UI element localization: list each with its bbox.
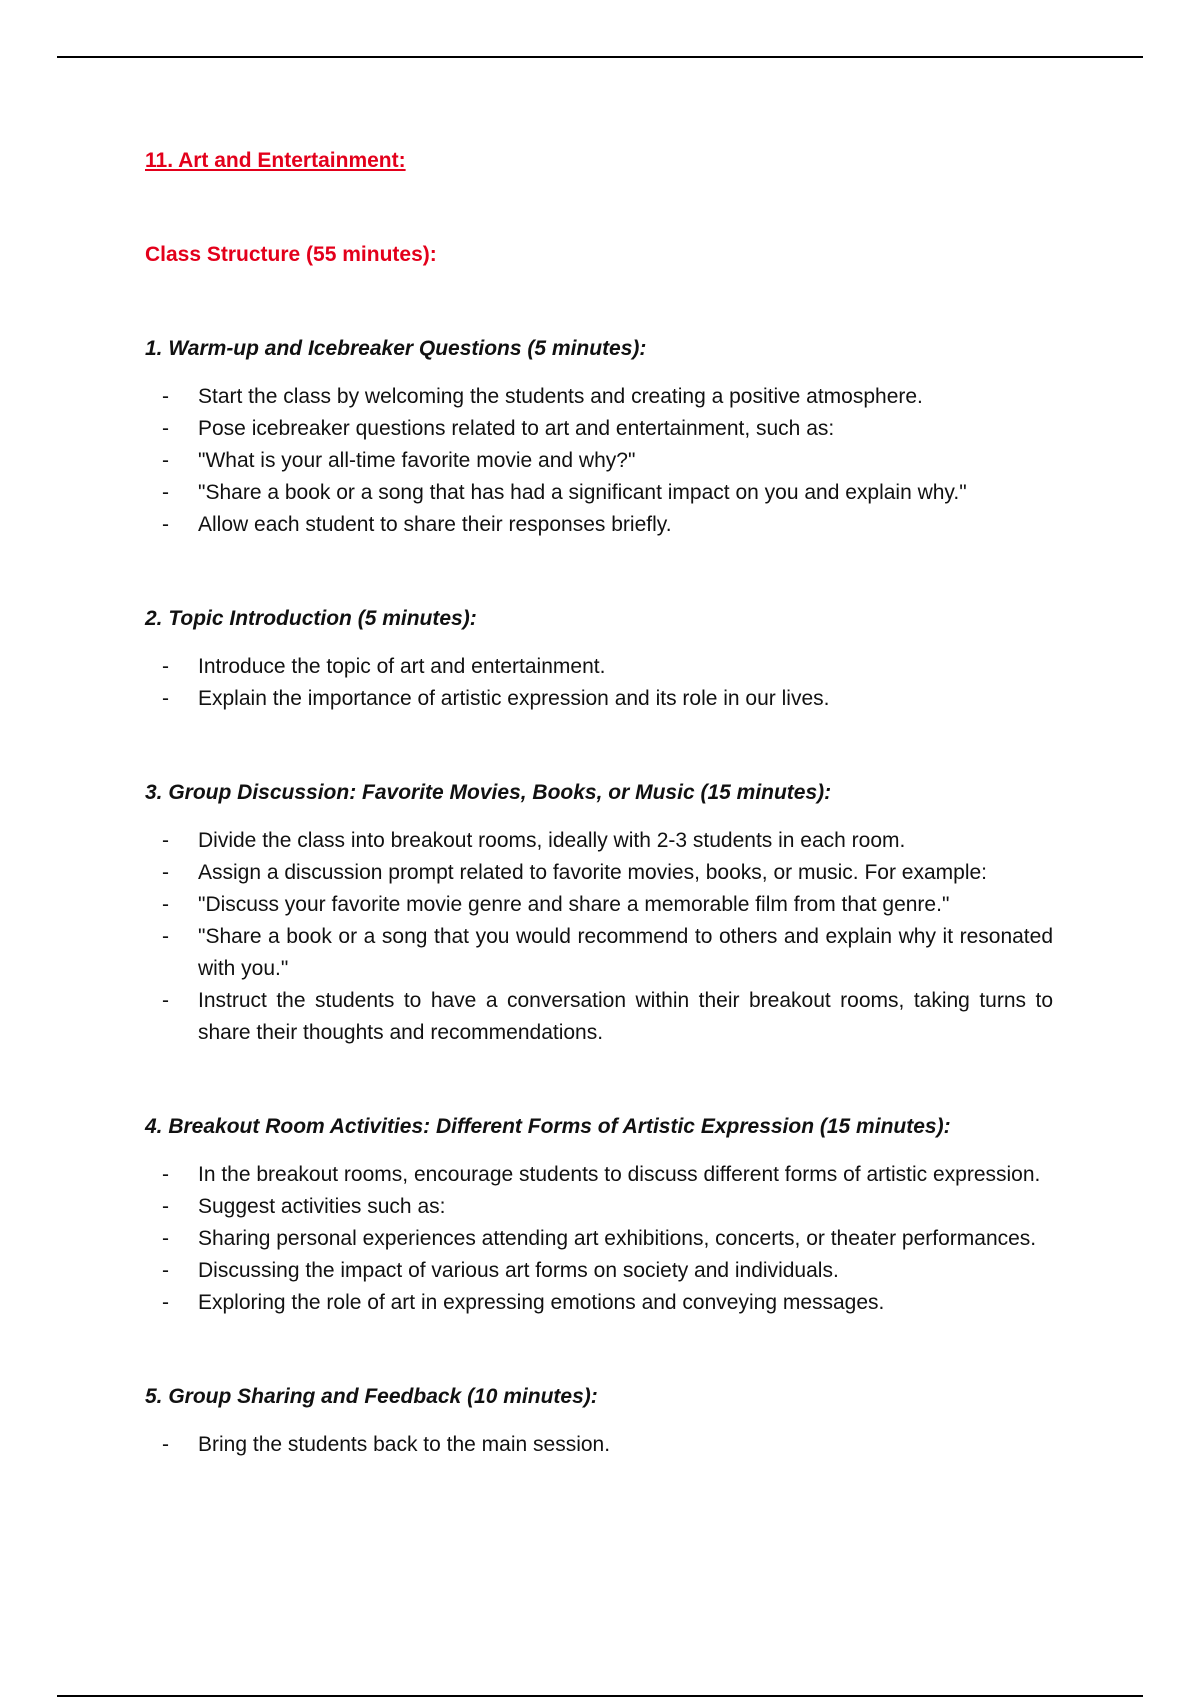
- bullet-item: [145, 381, 1053, 413]
- section-1: [145, 333, 1053, 541]
- section-4: [145, 1111, 1053, 1319]
- bullet-text: Exploring the role of art in expressing emotions and conveying messages.: [198, 1291, 885, 1314]
- bullet-text: Sharing personal experiences attending art exhibitions, concerts, or theater performances.: [198, 1227, 1037, 1250]
- dash-bullet-icon: -: [162, 861, 169, 884]
- bullet-text: Introduce the topic of art and entertainment.: [198, 655, 606, 678]
- bullet-text: Suggest activities such as:: [198, 1195, 446, 1218]
- bullet-text: Assign a discussion prompt related to favorite movies, books, or music. For example:: [198, 861, 987, 884]
- section-5: [145, 1381, 1053, 1461]
- bullet-item: [145, 1287, 1053, 1319]
- bullet-text: Instruct the students to have a conversation within their breakout rooms, taking turns to share their thoughts and recommendations.: [198, 989, 1053, 1044]
- bullet-list: [145, 651, 1053, 715]
- dash-bullet-icon: -: [162, 1259, 169, 1282]
- bullet-text: Explain the importance of artistic expression and its role in our lives.: [198, 687, 830, 710]
- dash-bullet-icon: -: [162, 829, 169, 852]
- dash-bullet-icon: -: [162, 449, 169, 472]
- bullet-text: In the breakout rooms, encourage students to discuss different forms of artistic expression.: [198, 1163, 1041, 1186]
- bullet-text: "Discuss your favorite movie genre and share a memorable film from that genre.": [198, 893, 950, 916]
- dash-bullet-icon: -: [162, 481, 169, 504]
- dash-bullet-icon: -: [162, 925, 169, 948]
- dash-bullet-icon: -: [162, 1227, 169, 1250]
- document-title: 11. Art and Entertainment:: [145, 149, 406, 172]
- dash-bullet-icon: -: [162, 417, 169, 440]
- bullet-item: [145, 857, 1053, 889]
- bullet-text: Divide the class into breakout rooms, ideally with 2-3 students in each room.: [198, 829, 906, 852]
- bullet-item: [145, 889, 1053, 921]
- section-heading: 4. Breakout Room Activities: Different Forms of Artistic Expression (15 minutes):: [145, 1115, 951, 1138]
- bullet-item: [145, 651, 1053, 683]
- bullet-item: [145, 509, 1053, 541]
- bullet-item: [145, 825, 1053, 857]
- bullet-list: [145, 1159, 1053, 1319]
- section-2: [145, 603, 1053, 715]
- bullet-text: "Share a book or a song that you would recommend to others and explain why it resonated with you.": [198, 925, 1053, 980]
- bullet-text: Allow each student to share their responses briefly.: [198, 513, 672, 536]
- dash-bullet-icon: -: [162, 385, 169, 408]
- bullet-text: "What is your all-time favorite movie and why?": [198, 449, 636, 472]
- bullet-item: [145, 477, 1053, 509]
- bullet-item: [145, 985, 1053, 1049]
- section-heading: 1. Warm-up and Icebreaker Questions (5 minutes):: [145, 337, 647, 360]
- dash-bullet-icon: -: [162, 655, 169, 678]
- bullet-item: [145, 413, 1053, 445]
- bullet-item: [145, 1191, 1053, 1223]
- bullet-item: [145, 445, 1053, 477]
- dash-bullet-icon: -: [162, 513, 169, 536]
- dash-bullet-icon: -: [162, 1163, 169, 1186]
- section-3: [145, 777, 1053, 1049]
- bullet-text: Bring the students back to the main session.: [198, 1433, 611, 1456]
- dash-bullet-icon: -: [162, 1195, 169, 1218]
- bullet-text: "Share a book or a song that has had a significant impact on you and explain why.": [198, 481, 967, 504]
- document-body: [145, 145, 1053, 1461]
- bullet-list: [145, 825, 1053, 1049]
- dash-bullet-icon: -: [162, 1433, 169, 1456]
- bullet-list: [145, 1429, 1053, 1461]
- section-heading: 3. Group Discussion: Favorite Movies, Books, or Music (15 minutes):: [145, 781, 832, 804]
- dash-bullet-icon: -: [162, 687, 169, 710]
- bullet-item: [145, 921, 1053, 985]
- class-structure-title: Class Structure (55 minutes):: [145, 243, 437, 266]
- section-heading: 2. Topic Introduction (5 minutes):: [145, 607, 477, 630]
- bullet-text: Pose icebreaker questions related to art and entertainment, such as:: [198, 417, 835, 440]
- bottom-rule: [57, 1695, 1143, 1697]
- bullet-item: [145, 1223, 1053, 1255]
- bullet-item: [145, 1429, 1053, 1461]
- bullet-item: [145, 683, 1053, 715]
- section-heading: 5. Group Sharing and Feedback (10 minutes):: [145, 1385, 598, 1408]
- sections-container: [145, 333, 1053, 1461]
- dash-bullet-icon: -: [162, 1291, 169, 1314]
- bullet-text: Start the class by welcoming the students and creating a positive atmosphere.: [198, 385, 923, 408]
- bullet-item: [145, 1255, 1053, 1287]
- bullet-text: Discussing the impact of various art forms on society and individuals.: [198, 1259, 839, 1282]
- dash-bullet-icon: -: [162, 989, 169, 1012]
- dash-bullet-icon: -: [162, 893, 169, 916]
- bullet-item: [145, 1159, 1053, 1191]
- bullet-list: [145, 381, 1053, 541]
- top-rule: [57, 56, 1143, 58]
